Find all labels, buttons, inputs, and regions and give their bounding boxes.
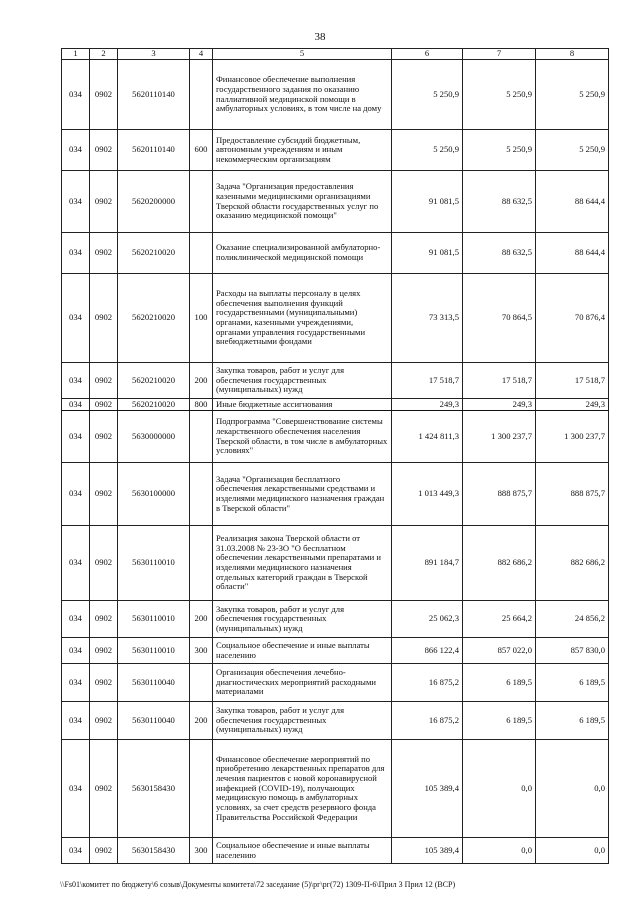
cell-description: Оказание специализированной амбулаторно-поликлинической медицинской помощи bbox=[213, 233, 392, 274]
cell-amount-col7: 17 518,7 bbox=[463, 363, 536, 399]
cell-amount-col7: 249,3 bbox=[463, 399, 536, 411]
cell-ministry-code: 034 bbox=[62, 601, 90, 638]
cell-amount-col7: 857 022,0 bbox=[463, 638, 536, 664]
table-row bbox=[62, 526, 609, 601]
cell-target-code: 5630110010 bbox=[118, 638, 190, 664]
cell-ministry-code: 034 bbox=[62, 130, 90, 171]
table-row bbox=[62, 274, 609, 363]
cell-description: Закупка товаров, работ и услуг для обеспечения государственных (муниципальных) нужд bbox=[213, 702, 392, 740]
cell-target-code: 5630110010 bbox=[118, 526, 190, 601]
cell-amount-col7: 0,0 bbox=[463, 838, 536, 864]
cell-amount-col6: 16 875,2 bbox=[392, 664, 463, 702]
cell-expense-type bbox=[190, 526, 213, 601]
cell-description: Закупка товаров, работ и услуг для обеспечения государственных (муниципальных) нужд bbox=[213, 601, 392, 638]
cell-target-code: 5630110040 bbox=[118, 664, 190, 702]
cell-amount-col8: 1 300 237,7 bbox=[536, 411, 609, 463]
cell-amount-col6: 105 389,4 bbox=[392, 838, 463, 864]
cell-section-code: 0902 bbox=[90, 399, 118, 411]
cell-section-code: 0902 bbox=[90, 526, 118, 601]
footer-file-path: \\Fs01\комитет по бюджету\6 созыв\Документы комитета\72 заседание (5)\рг\рг(72) 1309-П-6\Прил 3 Прил 12 (ВСР) bbox=[60, 880, 456, 889]
cell-section-code: 0902 bbox=[90, 664, 118, 702]
cell-amount-col7: 6 189,5 bbox=[463, 702, 536, 740]
cell-amount-col8: 17 518,7 bbox=[536, 363, 609, 399]
cell-amount-col8: 88 644,4 bbox=[536, 171, 609, 233]
cell-amount-col6: 73 313,5 bbox=[392, 274, 463, 363]
cell-ministry-code: 034 bbox=[62, 411, 90, 463]
header-cell: 4 bbox=[190, 49, 213, 60]
cell-amount-col7: 70 864,5 bbox=[463, 274, 536, 363]
cell-section-code: 0902 bbox=[90, 363, 118, 399]
cell-amount-col7: 25 664,2 bbox=[463, 601, 536, 638]
cell-ministry-code: 034 bbox=[62, 399, 90, 411]
cell-target-code: 5620110140 bbox=[118, 60, 190, 130]
table-row bbox=[62, 638, 609, 664]
cell-target-code: 5630110010 bbox=[118, 601, 190, 638]
cell-amount-col7: 88 632,5 bbox=[463, 233, 536, 274]
cell-description: Финансовое обеспечение мероприятий по приобретению лекарственных препаратов для лечения пациентов с новой коронавирусной инфекцией (COVID-19), получающих медицинскую помощь в амбулаторных условиях, за счет средств резервного фонда Правительства Российской Федерации bbox=[213, 740, 392, 838]
cell-section-code: 0902 bbox=[90, 130, 118, 171]
cell-section-code: 0902 bbox=[90, 702, 118, 740]
cell-target-code: 5620200000 bbox=[118, 171, 190, 233]
cell-expense-type bbox=[190, 463, 213, 526]
cell-ministry-code: 034 bbox=[62, 638, 90, 664]
header-cell: 2 bbox=[90, 49, 118, 60]
cell-ministry-code: 034 bbox=[62, 526, 90, 601]
cell-description: Социальное обеспечение и иные выплаты населению bbox=[213, 638, 392, 664]
page-number: 38 bbox=[314, 31, 326, 43]
table-row bbox=[62, 740, 609, 838]
cell-description: Иные бюджетные ассигнования bbox=[213, 399, 392, 411]
cell-target-code: 5620210020 bbox=[118, 399, 190, 411]
cell-target-code: 5620110140 bbox=[118, 130, 190, 171]
cell-amount-col6: 1 013 449,3 bbox=[392, 463, 463, 526]
cell-amount-col7: 5 250,9 bbox=[463, 60, 536, 130]
table-row bbox=[62, 838, 609, 864]
cell-ministry-code: 034 bbox=[62, 60, 90, 130]
cell-expense-type bbox=[190, 60, 213, 130]
cell-description: Задача "Организация предоставления казенными медицинскими организациями Тверской области государственных услуг по оказанию медицинской помощи" bbox=[213, 171, 392, 233]
cell-expense-type: 300 bbox=[190, 838, 213, 864]
cell-section-code: 0902 bbox=[90, 171, 118, 233]
cell-description: Закупка товаров, работ и услуг для обеспечения государственных (муниципальных) нужд bbox=[213, 363, 392, 399]
cell-description: Финансовое обеспечение выполнения государственного задания по оказанию паллиативной медицинской помощи в амбулаторных условиях, в том числе на дому bbox=[213, 60, 392, 130]
cell-amount-col7: 0,0 bbox=[463, 740, 536, 838]
cell-section-code: 0902 bbox=[90, 411, 118, 463]
cell-amount-col8: 857 830,0 bbox=[536, 638, 609, 664]
table-row bbox=[62, 702, 609, 740]
cell-amount-col6: 5 250,9 bbox=[392, 60, 463, 130]
cell-section-code: 0902 bbox=[90, 60, 118, 130]
cell-target-code: 5620210020 bbox=[118, 363, 190, 399]
cell-section-code: 0902 bbox=[90, 463, 118, 526]
cell-description: Задача "Организация бесплатного обеспечения лекарственными средствами и изделиями медицинского назначения граждан в Тверской области" bbox=[213, 463, 392, 526]
cell-ministry-code: 034 bbox=[62, 171, 90, 233]
cell-target-code: 5620210020 bbox=[118, 233, 190, 274]
cell-amount-col8: 0,0 bbox=[536, 838, 609, 864]
cell-amount-col7: 882 686,2 bbox=[463, 526, 536, 601]
header-cell: 6 bbox=[392, 49, 463, 60]
cell-ministry-code: 034 bbox=[62, 740, 90, 838]
cell-expense-type: 100 bbox=[190, 274, 213, 363]
cell-amount-col6: 891 184,7 bbox=[392, 526, 463, 601]
table-row bbox=[62, 60, 609, 130]
cell-description: Реализация закона Тверской области от 31.03.2008 № 23-ЗО "О бесплатном обеспечении лекарственными препаратами и изделиями медицинского назначения отдельных категорий граждан в Тверской области" bbox=[213, 526, 392, 601]
cell-amount-col6: 91 081,5 bbox=[392, 171, 463, 233]
table-row bbox=[62, 363, 609, 399]
cell-ministry-code: 034 bbox=[62, 363, 90, 399]
cell-ministry-code: 034 bbox=[62, 702, 90, 740]
cell-expense-type: 800 bbox=[190, 399, 213, 411]
table-row bbox=[62, 399, 609, 411]
table-row bbox=[62, 171, 609, 233]
cell-amount-col6: 5 250,9 bbox=[392, 130, 463, 171]
cell-amount-col8: 70 876,4 bbox=[536, 274, 609, 363]
header-cell: 1 bbox=[62, 49, 90, 60]
header-cell: 8 bbox=[536, 49, 609, 60]
cell-description: Предоставление субсидий бюджетным, автономным учреждениям и иным некоммерческим организациям bbox=[213, 130, 392, 171]
cell-section-code: 0902 bbox=[90, 601, 118, 638]
cell-amount-col8: 0,0 bbox=[536, 740, 609, 838]
cell-target-code: 5630110040 bbox=[118, 702, 190, 740]
cell-expense-type bbox=[190, 740, 213, 838]
cell-expense-type bbox=[190, 171, 213, 233]
cell-amount-col6: 91 081,5 bbox=[392, 233, 463, 274]
cell-target-code: 5630158430 bbox=[118, 838, 190, 864]
cell-amount-col8: 24 856,2 bbox=[536, 601, 609, 638]
cell-expense-type bbox=[190, 411, 213, 463]
cell-ministry-code: 034 bbox=[62, 463, 90, 526]
table-row bbox=[62, 664, 609, 702]
header-cell: 3 bbox=[118, 49, 190, 60]
table-row bbox=[62, 601, 609, 638]
cell-description: Подпрограмма "Совершенствование системы лекарственного обеспечения населения Тверской области, в том числе в амбулаторных условиях" bbox=[213, 411, 392, 463]
cell-description: Расходы на выплаты персоналу в целях обеспечения выполнения функций государственными (муниципальными) органами, казенными учреждениями, органами управления государственными внебюджетными фондами bbox=[213, 274, 392, 363]
cell-ministry-code: 034 bbox=[62, 838, 90, 864]
cell-amount-col6: 16 875,2 bbox=[392, 702, 463, 740]
cell-section-code: 0902 bbox=[90, 838, 118, 864]
table-row bbox=[62, 130, 609, 171]
table-row bbox=[62, 233, 609, 274]
cell-expense-type: 200 bbox=[190, 363, 213, 399]
cell-description: Организация обеспечения лечебно-диагностических мероприятий расходными материалами bbox=[213, 664, 392, 702]
cell-amount-col6: 866 122,4 bbox=[392, 638, 463, 664]
cell-amount-col7: 1 300 237,7 bbox=[463, 411, 536, 463]
cell-section-code: 0902 bbox=[90, 638, 118, 664]
cell-amount-col8: 88 644,4 bbox=[536, 233, 609, 274]
cell-amount-col8: 6 189,5 bbox=[536, 702, 609, 740]
cell-section-code: 0902 bbox=[90, 274, 118, 363]
cell-description: Социальное обеспечение и иные выплаты населению bbox=[213, 838, 392, 864]
cell-section-code: 0902 bbox=[90, 740, 118, 838]
cell-expense-type: 200 bbox=[190, 601, 213, 638]
cell-amount-col8: 882 686,2 bbox=[536, 526, 609, 601]
cell-target-code: 5630000000 bbox=[118, 411, 190, 463]
cell-amount-col6: 1 424 811,3 bbox=[392, 411, 463, 463]
cell-expense-type bbox=[190, 233, 213, 274]
cell-expense-type: 600 bbox=[190, 130, 213, 171]
cell-target-code: 5630100000 bbox=[118, 463, 190, 526]
cell-amount-col7: 888 875,7 bbox=[463, 463, 536, 526]
cell-amount-col7: 6 189,5 bbox=[463, 664, 536, 702]
cell-amount-col6: 17 518,7 bbox=[392, 363, 463, 399]
cell-amount-col8: 249,3 bbox=[536, 399, 609, 411]
cell-amount-col6: 249,3 bbox=[392, 399, 463, 411]
cell-amount-col6: 25 062,3 bbox=[392, 601, 463, 638]
cell-amount-col8: 5 250,9 bbox=[536, 130, 609, 171]
cell-section-code: 0902 bbox=[90, 233, 118, 274]
cell-target-code: 5630158430 bbox=[118, 740, 190, 838]
table-row bbox=[62, 411, 609, 463]
cell-expense-type bbox=[190, 664, 213, 702]
cell-amount-col6: 105 389,4 bbox=[392, 740, 463, 838]
budget-table bbox=[61, 48, 609, 864]
cell-amount-col7: 5 250,9 bbox=[463, 130, 536, 171]
cell-target-code: 5620210020 bbox=[118, 274, 190, 363]
cell-ministry-code: 034 bbox=[62, 664, 90, 702]
table-row bbox=[62, 463, 609, 526]
header-cell: 5 bbox=[213, 49, 392, 60]
cell-ministry-code: 034 bbox=[62, 233, 90, 274]
cell-amount-col8: 5 250,9 bbox=[536, 60, 609, 130]
cell-expense-type: 300 bbox=[190, 638, 213, 664]
cell-amount-col8: 888 875,7 bbox=[536, 463, 609, 526]
header-cell: 7 bbox=[463, 49, 536, 60]
cell-amount-col8: 6 189,5 bbox=[536, 664, 609, 702]
table-header-row bbox=[62, 49, 609, 60]
cell-expense-type: 200 bbox=[190, 702, 213, 740]
cell-ministry-code: 034 bbox=[62, 274, 90, 363]
cell-amount-col7: 88 632,5 bbox=[463, 171, 536, 233]
